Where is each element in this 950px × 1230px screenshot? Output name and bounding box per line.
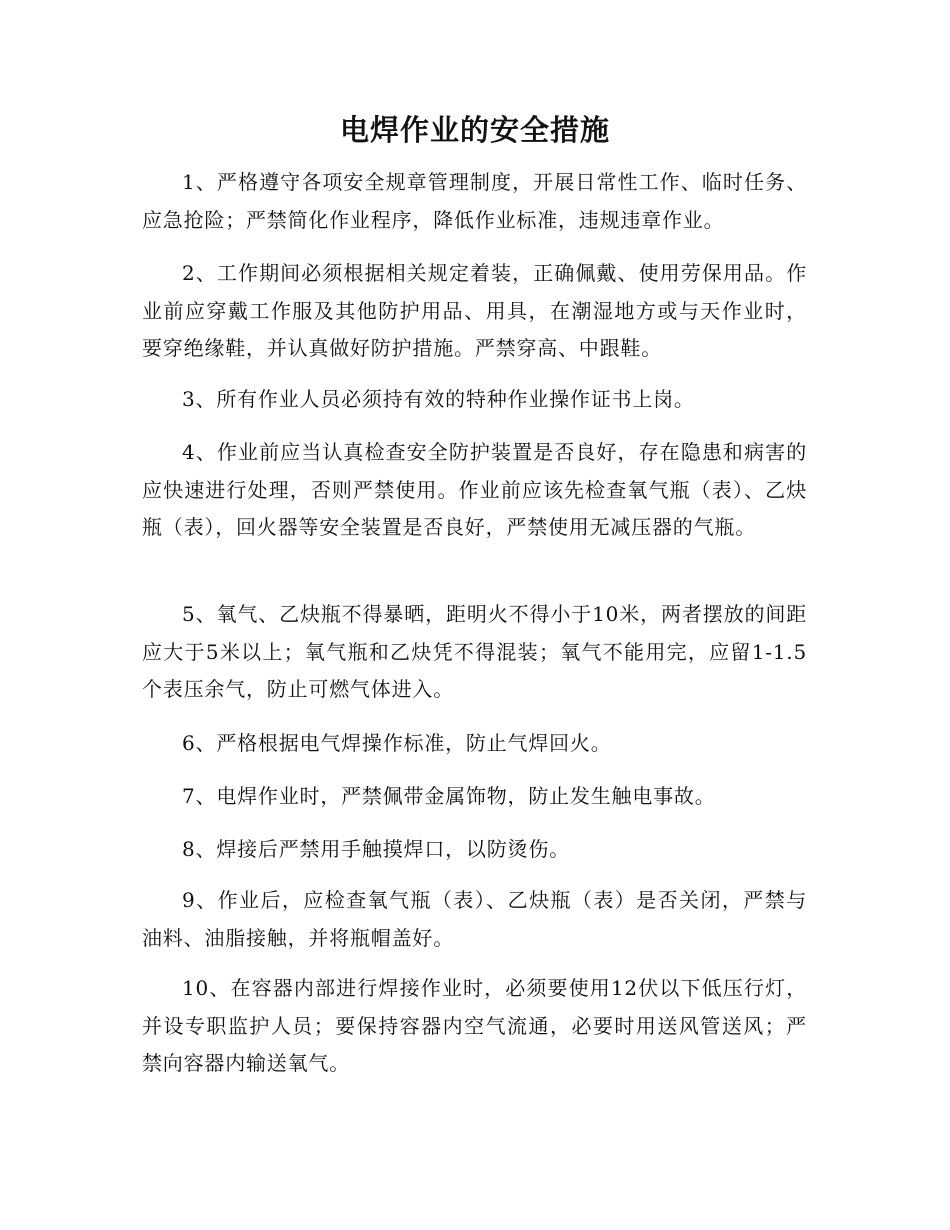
paragraph-3: 3、所有作业人员必须持有效的特种作业操作证书上岗。 [182,387,695,411]
paragraph-1: 1、严格遵守各项安全规章管理制度，开展日常性工作、临时任务、应急抢险；严禁简化作业程序，降低作业标准，违规违章作业。 [142,170,807,232]
paragraph-6: 6、严格根据电气焊操作标准，防止气焊回火。 [182,731,612,755]
document-title: 电焊作业的安全措施 [339,113,610,147]
paragraph-8: 8、焊接后严禁用手触摸焊口，以防烫伤。 [182,837,570,861]
paragraph-7: 7、电焊作业时，严禁佩带金属饰物，防止发生触电事故。 [182,784,716,808]
paragraph-9: 9、作业后，应检查氧气瓶（表）、乙炔瓶（表）是否关闭，严禁与油料、油脂接触，并将瓶帽盖好。 [142,888,807,950]
paragraph-4: 4、作业前应当认真检查安全防护装置是否良好，存在隐患和病害的应快速进行处理，否则严禁使用。作业前应该先检查氧气瓶（表）、乙炔瓶（表），回火器等安全装置是否良好，严禁使用无减压器的气瓶。 [142,440,807,539]
paragraph-2: 2、工作期间必须根据相关规定着装，正确佩戴、使用劳保用品。作业前应穿戴工作服及其他防护用品、用具，在潮湿地方或与天作业时，要穿绝缘鞋，并认真做好防护措施。严禁穿高、中跟鞋。 [142,261,807,360]
paragraph-10: 10、在容器内部进行焊接作业时，必须要使用12伏以下低压行灯，并设专职监护人员；要保持容器内空气流通，必要时用送风管送风；严禁向容器内输送氧气。 [142,976,807,1075]
paragraph-5: 5、氧气、乙炔瓶不得暴晒，距明火不得小于10米，两者摆放的间距应大于5米以上；氧气瓶和乙炔凭不得混装；氧气不能用完，应留1-1.5个表压余气，防止可燃气体进入。 [142,602,807,701]
